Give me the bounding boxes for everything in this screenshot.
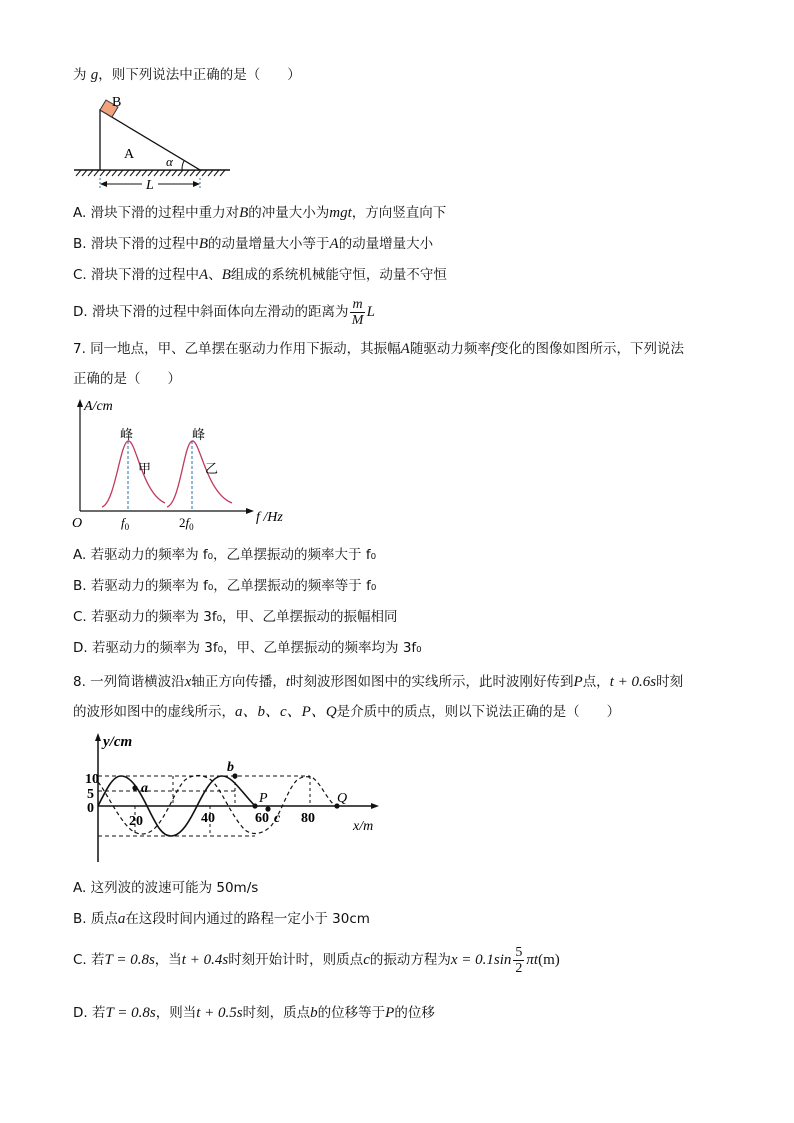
svg-text:c: c [274,811,281,826]
q7-resonance-figure [70,395,300,535]
q6-label-B: B [112,95,122,110]
q8-option-d: D. 若T = 0.8s，则当t + 0.5s时刻，质点b的位移等于P的位移 [73,1005,435,1021]
q7-curve-yi [167,441,232,507]
q8-option-b: B. 质点a在这段时间内通过的路程一定小于 30cm [73,911,370,927]
q7-option-c: C. 若驱动力的频率为 3f₀，甲、乙单摆振动的振幅相同 [73,609,398,625]
q6-ground-hatch [76,170,225,176]
q8-x-tick-20: 20 [129,814,143,829]
q8-y-tick-5: 5 [87,787,94,802]
q8-stem-line1: 8. 一列简谐横波沿x轴正方向传播，t时刻波形图如图中的实线所示，此时波刚好传到P点，t + 0.6s时刻 [73,674,684,690]
q8-x-tick-60: 60 [255,811,269,826]
q6-option-c: C. 滑块下滑的过程中A、B组成的系统机械能守恒，动量不守恒 [73,267,447,283]
q6-option-a: A. 滑块下滑的过程中重力对B的冲量大小为mgt，方向竖直向下 [73,205,447,221]
q6-wedge-A [100,110,200,170]
q7-peak1-label: 峰 [120,428,134,443]
q7-origin-label: O [72,516,83,531]
q7-tick-2f0: $2f_0$ [179,515,194,532]
svg-text:b: b [227,760,234,775]
q7-stem-line2: 正确的是（ ） [73,371,181,387]
svg-text:P: P [259,791,268,806]
q8-point-a [132,785,137,790]
q8-x-tick-40: 40 [201,811,215,826]
q6-var-g: g [90,67,99,83]
q7-peak2-label: 峰 [192,428,206,443]
q6-intro-suffix: ，则下列说法中正确的是（ ） [98,67,301,83]
q8-option-a: A. 这列波的波速可能为 50m/s [73,880,259,896]
svg-text:Q: Q [337,791,348,806]
q6-option-d: D. 滑块下滑的过程中斜面体向左滑动的距离为 $\frac{m}{M}$ L [73,296,375,328]
q8-x-tick-80: 80 [301,811,315,826]
q7-option-b: B. 若驱动力的频率为 f₀，乙单摆振动的频率等于 f₀ [73,578,377,594]
q8-point-P [252,803,257,808]
q7-option-a: A. 若驱动力的频率为 f₀，乙单摆振动的频率大于 f₀ [73,547,376,563]
q6-stem [73,66,301,84]
q8-y-tick-0: 0 [87,801,94,816]
q7-tick-f0: $f_0$ [121,515,130,532]
q7-stem-line1: 7. 同一地点，甲、乙单摆在驱动力作用下振动，其振幅A随驱动力频率f变化的图像如图所示，下列说法 [73,341,685,357]
q6-label-A: A [124,147,135,162]
q7-option-d: D. 若驱动力的频率为 3f₀，甲、乙单摆振动的频率均为 3f₀ [73,640,422,656]
q8-fraction-5-over-2: $\frac{5}{2}$ [515,944,523,976]
svg-text:a: a [141,781,148,796]
q6-label-L: L [146,178,154,192]
q6-intro-prefix: 为 [73,67,87,83]
q6-option-b: B. 滑块下滑的过程中B的动量增量大小等于A的动量增量大小 [73,236,434,252]
q7-curve2-label: 乙 [205,462,219,477]
q6-fraction-m-over-M: $\frac{m}{M}$ [351,296,364,328]
q6-label-alpha: α [166,154,173,169]
q8-wave-figure [85,730,385,865]
q8-option-c: C. 若T = 0.8s，当t + 0.4s时刻开始计时，则质点c的振动方程为x = 0.1sin $\frac{5}{2}$ πt(m) [73,944,560,976]
q8-x-axis-label: x/m [353,819,374,834]
q7-x-axis-label: f /Hz [256,510,283,525]
q8-stem-line2: 的波形如图中的虚线所示，a、b、c、P、Q是介质中的质点，则以下说法正确的是（ ） [73,704,621,720]
q8-y-axis-label: y/cm [103,734,133,750]
q7-y-axis-label: A/cm [84,399,113,414]
q7-curve-jia [102,441,165,507]
q6-incline-figure [70,92,230,192]
q8-y-tick-10: 10 [85,772,99,787]
q7-curve1-label: 甲 [138,462,152,477]
